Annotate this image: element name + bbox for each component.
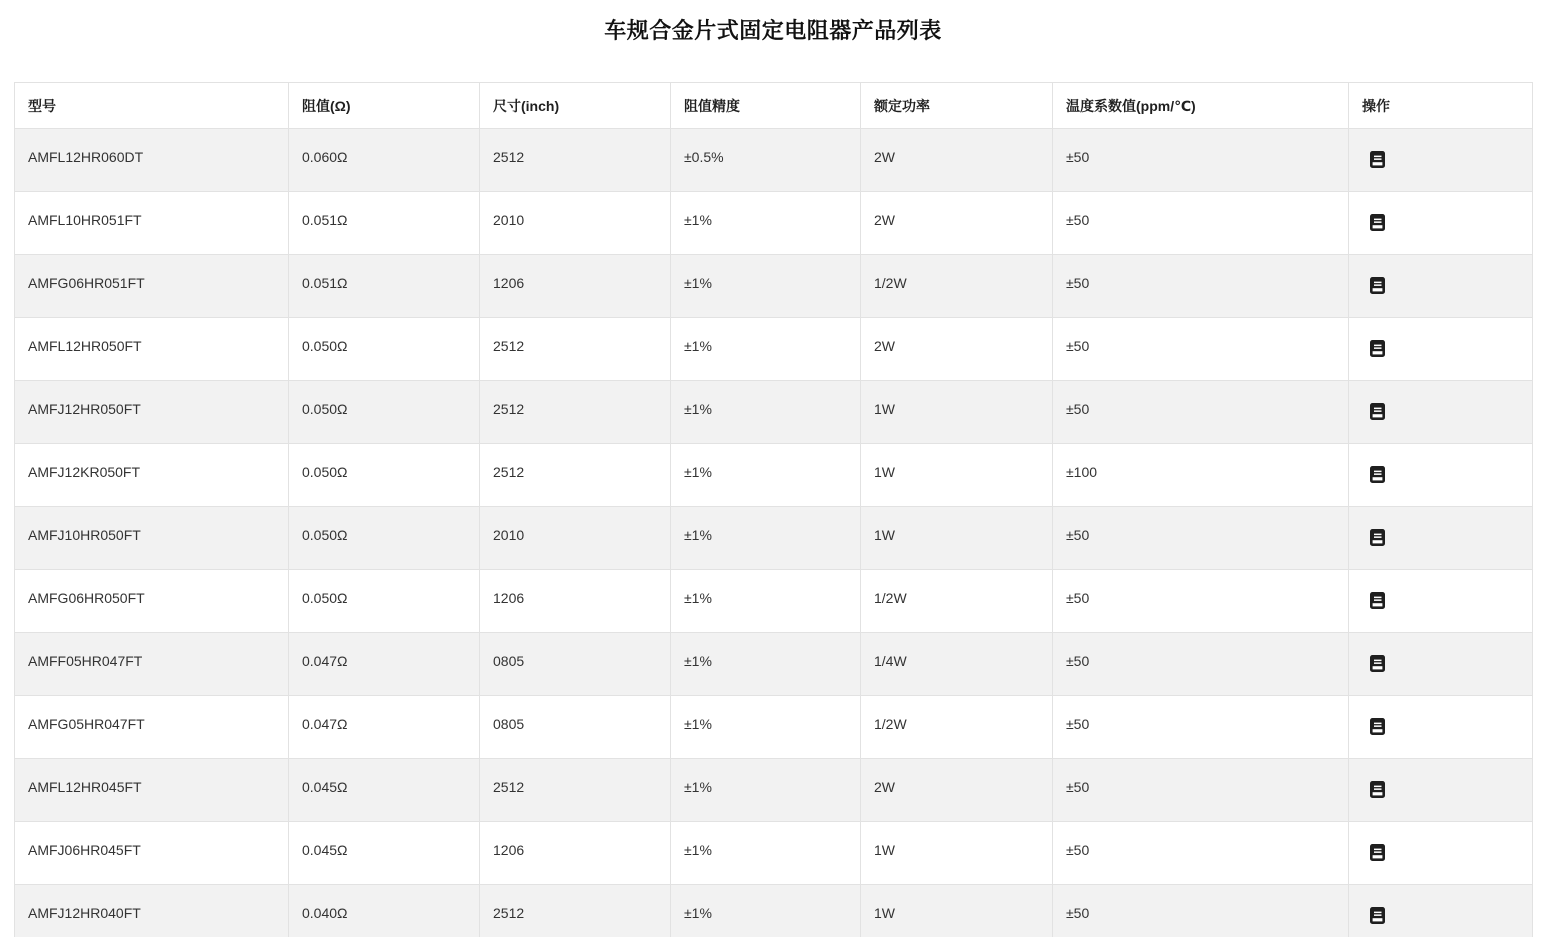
cell-size: 1206: [480, 822, 671, 885]
cell-action: [1349, 192, 1533, 255]
table-row: [15, 192, 1533, 255]
cell-action: [1349, 759, 1533, 822]
cell-size: 2512: [480, 129, 671, 192]
datasheet-icon: [1370, 781, 1385, 798]
cell-tcr: ±50: [1053, 381, 1349, 444]
column-header-precision: 阻值精度: [671, 83, 861, 129]
cell-resistance: 0.047Ω: [289, 696, 480, 759]
datasheet-button[interactable]: [1370, 781, 1385, 798]
cell-power: 1W: [861, 381, 1053, 444]
datasheet-icon: [1370, 214, 1385, 231]
column-header-resistance: 阻值(Ω): [289, 83, 480, 129]
datasheet-button[interactable]: [1370, 277, 1385, 294]
datasheet-icon: [1370, 592, 1385, 609]
cell-model: AMFL12HR050FT: [15, 318, 289, 381]
datasheet-button[interactable]: [1370, 655, 1385, 672]
cell-model: AMFL10HR051FT: [15, 192, 289, 255]
table-row: [15, 318, 1533, 381]
table-row: [15, 255, 1533, 318]
cell-tcr: ±50: [1053, 255, 1349, 318]
table-row: [15, 759, 1533, 822]
cell-tcr: ±50: [1053, 633, 1349, 696]
cell-action: [1349, 885, 1533, 937]
table-row: [15, 570, 1533, 633]
cell-resistance: 0.060Ω: [289, 129, 480, 192]
table-row: [15, 381, 1533, 444]
datasheet-icon: [1370, 340, 1385, 357]
table-row: [15, 885, 1533, 937]
datasheet-button[interactable]: [1370, 907, 1385, 924]
datasheet-button[interactable]: [1370, 151, 1385, 168]
table-row: [15, 696, 1533, 759]
datasheet-button[interactable]: [1370, 340, 1385, 357]
cell-power: 1/2W: [861, 696, 1053, 759]
datasheet-button[interactable]: [1370, 718, 1385, 735]
table-row: [15, 507, 1533, 570]
cell-resistance: 0.050Ω: [289, 507, 480, 570]
cell-size: 2512: [480, 885, 671, 937]
table-body: [15, 129, 1533, 937]
cell-action: [1349, 507, 1533, 570]
column-header-model: 型号: [15, 83, 289, 129]
cell-tcr: ±50: [1053, 318, 1349, 381]
datasheet-icon: [1370, 466, 1385, 483]
cell-resistance: 0.051Ω: [289, 255, 480, 318]
cell-size: 0805: [480, 696, 671, 759]
cell-model: AMFG06HR050FT: [15, 570, 289, 633]
cell-model: AMFG06HR051FT: [15, 255, 289, 318]
table-row: [15, 822, 1533, 885]
cell-resistance: 0.040Ω: [289, 885, 480, 937]
cell-resistance: 0.050Ω: [289, 318, 480, 381]
cell-model: AMFF05HR047FT: [15, 633, 289, 696]
datasheet-button[interactable]: [1370, 844, 1385, 861]
datasheet-icon: [1370, 907, 1385, 924]
table-row: [15, 633, 1533, 696]
cell-size: 2512: [480, 759, 671, 822]
page-title: 车规合金片式固定电阻器产品列表: [604, 18, 942, 43]
datasheet-icon: [1370, 151, 1385, 168]
cell-model: AMFJ12HR050FT: [15, 381, 289, 444]
datasheet-button[interactable]: [1370, 466, 1385, 483]
product-table: [14, 82, 1533, 937]
cell-precision: ±1%: [671, 318, 861, 381]
cell-action: [1349, 255, 1533, 318]
datasheet-icon: [1370, 277, 1385, 294]
cell-model: AMFJ12HR040FT: [15, 885, 289, 937]
cell-action: [1349, 570, 1533, 633]
cell-model: AMFG05HR047FT: [15, 696, 289, 759]
datasheet-icon: [1370, 529, 1385, 546]
cell-size: 2512: [480, 444, 671, 507]
cell-precision: ±1%: [671, 381, 861, 444]
table-row: [15, 444, 1533, 507]
cell-power: 1/2W: [861, 255, 1053, 318]
cell-size: 2512: [480, 381, 671, 444]
datasheet-icon: [1370, 718, 1385, 735]
cell-size: 2512: [480, 318, 671, 381]
cell-precision: ±1%: [671, 444, 861, 507]
cell-precision: ±1%: [671, 192, 861, 255]
datasheet-icon: [1370, 403, 1385, 420]
cell-resistance: 0.051Ω: [289, 192, 480, 255]
cell-tcr: ±50: [1053, 570, 1349, 633]
datasheet-button[interactable]: [1370, 403, 1385, 420]
cell-power: 1W: [861, 822, 1053, 885]
cell-size: 1206: [480, 255, 671, 318]
cell-size: 1206: [480, 570, 671, 633]
cell-precision: ±1%: [671, 885, 861, 937]
cell-action: [1349, 444, 1533, 507]
cell-precision: ±1%: [671, 633, 861, 696]
datasheet-button[interactable]: [1370, 529, 1385, 546]
cell-power: 2W: [861, 192, 1053, 255]
cell-tcr: ±50: [1053, 822, 1349, 885]
table-header: [15, 83, 1533, 129]
cell-tcr: ±50: [1053, 759, 1349, 822]
cell-precision: ±1%: [671, 696, 861, 759]
cell-size: 2010: [480, 507, 671, 570]
cell-resistance: 0.045Ω: [289, 822, 480, 885]
cell-action: [1349, 822, 1533, 885]
cell-tcr: ±50: [1053, 885, 1349, 937]
cell-resistance: 0.050Ω: [289, 444, 480, 507]
cell-model: AMFJ10HR050FT: [15, 507, 289, 570]
cell-size: 2010: [480, 192, 671, 255]
cell-tcr: ±50: [1053, 507, 1349, 570]
cell-precision: ±1%: [671, 570, 861, 633]
cell-tcr: ±100: [1053, 444, 1349, 507]
cell-action: [1349, 129, 1533, 192]
cell-precision: ±1%: [671, 507, 861, 570]
cell-model: AMFL12HR045FT: [15, 759, 289, 822]
cell-power: 1W: [861, 885, 1053, 937]
table-row: [15, 129, 1533, 192]
cell-action: [1349, 696, 1533, 759]
cell-precision: ±1%: [671, 759, 861, 822]
cell-tcr: ±50: [1053, 129, 1349, 192]
cell-size: 0805: [480, 633, 671, 696]
cell-action: [1349, 381, 1533, 444]
column-header-size: 尺寸(inch): [480, 83, 671, 129]
cell-precision: ±1%: [671, 822, 861, 885]
cell-power: 2W: [861, 129, 1053, 192]
cell-model: AMFJ06HR045FT: [15, 822, 289, 885]
cell-resistance: 0.050Ω: [289, 570, 480, 633]
cell-power: 1W: [861, 507, 1053, 570]
cell-tcr: ±50: [1053, 696, 1349, 759]
cell-resistance: 0.050Ω: [289, 381, 480, 444]
cell-action: [1349, 318, 1533, 381]
cell-precision: ±1%: [671, 255, 861, 318]
cell-resistance: 0.045Ω: [289, 759, 480, 822]
datasheet-button[interactable]: [1370, 592, 1385, 609]
cell-resistance: 0.047Ω: [289, 633, 480, 696]
cell-tcr: ±50: [1053, 192, 1349, 255]
cell-action: [1349, 633, 1533, 696]
table-header-row: [15, 83, 1533, 129]
cell-model: AMFL12HR060DT: [15, 129, 289, 192]
column-header-action: 操作: [1349, 83, 1533, 129]
cell-power: 1/2W: [861, 570, 1053, 633]
cell-power: 1/4W: [861, 633, 1053, 696]
cell-power: 2W: [861, 318, 1053, 381]
cell-power: 2W: [861, 759, 1053, 822]
column-header-power: 额定功率: [861, 83, 1053, 129]
cell-power: 1W: [861, 444, 1053, 507]
cell-precision: ±0.5%: [671, 129, 861, 192]
cell-model: AMFJ12KR050FT: [15, 444, 289, 507]
datasheet-button[interactable]: [1370, 214, 1385, 231]
datasheet-icon: [1370, 844, 1385, 861]
datasheet-icon: [1370, 655, 1385, 672]
column-header-tcr: 温度系数值(ppm/℃): [1053, 83, 1349, 129]
